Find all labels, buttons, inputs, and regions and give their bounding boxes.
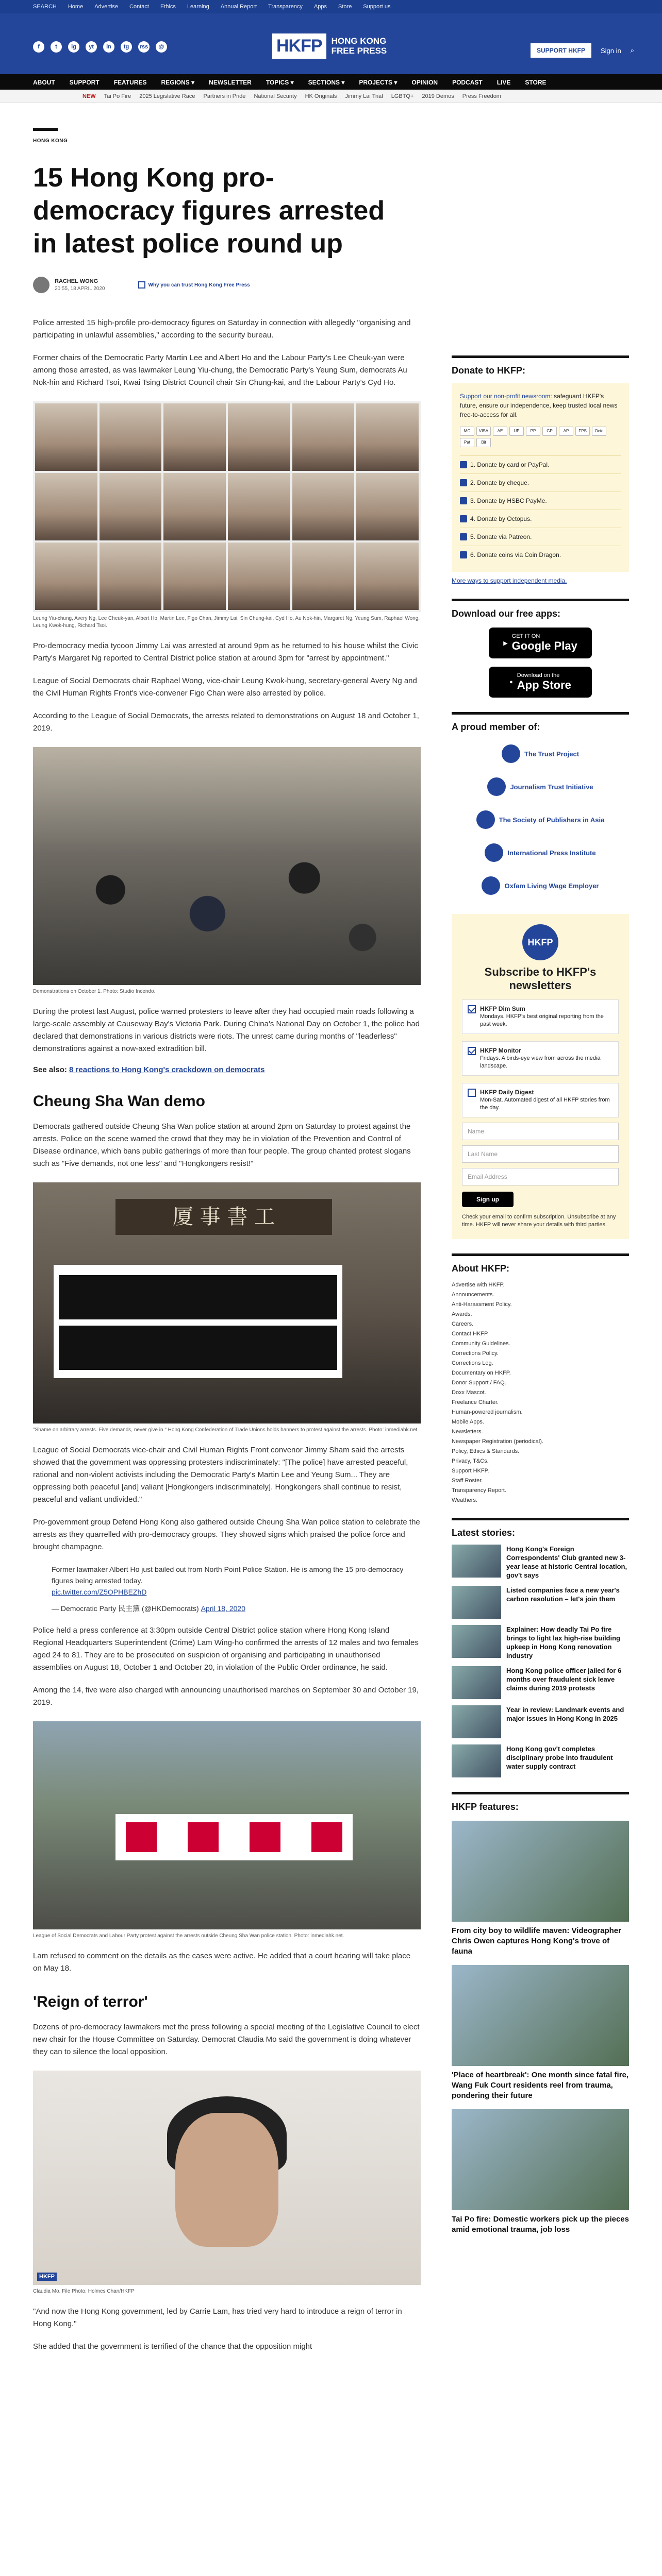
member-logos [452, 742, 629, 897]
donate-icon [460, 551, 467, 558]
about-link[interactable]: Mobile Apps. [452, 1419, 484, 1425]
paragraph: Lam refused to comment on the details as the cases were active. He added that a court hearing will take place on May 18. [33, 1952, 411, 1973]
member-name: Journalism Trust Initiative [510, 783, 593, 791]
payment-icon: Bit [476, 438, 491, 447]
payment-icon: UP [509, 427, 524, 436]
apps-heading: Download our free apps: [452, 599, 629, 619]
social-icon[interactable]: tg [121, 41, 132, 53]
photo-caption: "Shame on arbitrary arrests. Five demands, never give in." Hong Kong Confederation of Trade Unions holds banners to protest against the arrests. Photo: inmediahk.net. [33, 1427, 419, 1433]
payment-icon: FPS [575, 427, 590, 436]
story-thumbnail [452, 1705, 501, 1738]
paragraph: She added that the government is terrified of the chance that the opposition might [33, 2342, 312, 2351]
about-links [452, 1280, 629, 1505]
trending-items [82, 93, 501, 99]
protest-banner [54, 1265, 342, 1378]
about-link[interactable]: Careers. [452, 1321, 474, 1327]
trending-item[interactable]: Press Freedom [462, 93, 501, 99]
face-photo [356, 473, 419, 540]
face-photo [356, 543, 419, 610]
about-link[interactable]: Newspaper Registration (periodical). [452, 1438, 543, 1445]
payment-icon: AE [493, 427, 507, 436]
donate-options [460, 455, 621, 564]
google-small: GET IT ON [511, 633, 540, 639]
member-name: International Press Institute [507, 849, 596, 857]
newsletter-option-desc: Fridays. A birds-eye view from across the media landscape. [480, 1055, 601, 1069]
donate-option[interactable] [460, 492, 621, 510]
member-icon [485, 843, 503, 862]
see-also [33, 1065, 421, 1074]
newsletter-option[interactable] [462, 1083, 619, 1117]
about-link[interactable]: Weathers. [452, 1497, 477, 1503]
donate-option-label: 3. Donate by HSBC PayMe. [470, 497, 547, 504]
face-photo [35, 403, 97, 471]
features-heading: HKFP features: [452, 1792, 629, 1812]
see-also-link[interactable]: 8 reactions to Hong Kong's crackdown on democrats [69, 1065, 265, 1074]
apple-big: App Store [517, 679, 571, 691]
feature-title: 'Place of heartbreak': One month since fatal fire, Wang Fuk Court residents reel from trauma, pondering their future [452, 2071, 629, 2100]
member-name: The Trust Project [524, 750, 580, 758]
top-link[interactable]: Apps [313, 4, 327, 10]
banner-block [126, 1822, 157, 1852]
story-thumbnail [452, 1625, 501, 1658]
nav-item[interactable]: SUPPORT [69, 79, 100, 86]
payment-icon: MC [460, 427, 474, 436]
top-links [33, 4, 391, 10]
member-logo[interactable] [452, 742, 629, 766]
member-logo[interactable] [452, 841, 629, 865]
top-link[interactable]: Annual Report [220, 4, 257, 10]
sidebar [452, 355, 629, 2235]
tweet-date-link[interactable]: April 18, 2020 [201, 1604, 245, 1613]
publish-date: 20:55, 18 APRIL 2020 [55, 286, 105, 292]
member-name: Oxfam Living Wage Employer [504, 882, 599, 890]
photo-caption: Leung Yiu-chung, Avery Ng, Lee Cheuk-yan, Albert Ho, Martin Lee, Figo Chan, Jimmy Lai, Sin Chung-kai, Cyd Ho, Au Nok-hin, Margaret Ng, Yeung Sum, Raphael Wong, Leung Kwok-hung, Richard Tsoi. [33, 616, 420, 629]
trending-item[interactable]: 2019 Demos [422, 93, 454, 99]
donate-link[interactable]: Support our non-profit newsroom: [460, 393, 552, 400]
portrait-face [175, 2113, 278, 2247]
main-nav [0, 74, 662, 90]
article [33, 113, 421, 2353]
brand-bar [0, 13, 662, 74]
nav-item[interactable]: FEATURES [113, 79, 147, 86]
banner-scene [33, 1182, 421, 1423]
protest-banner [115, 1814, 353, 1860]
face-photo [292, 403, 355, 471]
tweet-pic-link[interactable]: pic.twitter.com/Z5OPHBEZhD [52, 1588, 147, 1596]
faces-grid [33, 401, 421, 612]
trending-item[interactable]: Partners in Pride [203, 93, 246, 99]
story-title: Hong Kong gov't completes disciplinary probe into fraudulent water supply contract [506, 1745, 613, 1770]
trust-link[interactable] [138, 281, 250, 289]
about-link[interactable]: Freelance Charter. [452, 1399, 499, 1405]
top-link[interactable]: Learning [187, 4, 209, 10]
last-name-field[interactable]: Last Name [462, 1145, 619, 1163]
story-title: Listed companies face a new year's carbon resolution – let's join them [506, 1586, 620, 1603]
new-badge: NEW [82, 93, 96, 99]
member-icon [487, 777, 506, 796]
feature-story[interactable] [452, 1821, 629, 1957]
nav-item[interactable]: PODCAST [452, 79, 483, 86]
feature-image [452, 2109, 629, 2210]
nav-item[interactable]: LIVE [496, 79, 511, 86]
support-hkfp-button[interactable]: SUPPORT HKFP [531, 43, 591, 58]
donate-icon [460, 497, 467, 504]
payment-icon: AP [559, 427, 573, 436]
social-icon[interactable]: in [103, 41, 114, 53]
newsletter-option-text [480, 1005, 613, 1028]
face-photo [292, 543, 355, 610]
tweet-attribution [52, 1603, 421, 1614]
apple-icon: ● [509, 679, 513, 685]
about-link[interactable]: Community Guidelines. [452, 1341, 510, 1347]
apple-small: Download on the [517, 672, 560, 679]
face-photo [35, 473, 97, 540]
member-logo[interactable] [452, 775, 629, 799]
photo-caption: League of Social Democrats and Labour Party protest against the arrests outside Cheung Sha Wan police station. Photo: inmediahk.net. [33, 1933, 344, 1939]
story-title: Hong Kong's Foreign Correspondents' Club granted new 3-year lease at historic Central location, gov't says [506, 1545, 627, 1579]
photo-banner-protest [33, 1182, 421, 1423]
feature-story[interactable] [452, 1965, 629, 2101]
top-link[interactable]: Transparency [268, 4, 303, 10]
face-photo [100, 543, 162, 610]
newsletter-option[interactable] [462, 1041, 619, 1076]
umbrella-scene [33, 747, 421, 985]
member-heading: A proud member of: [452, 712, 629, 733]
latest-heading: Latest stories: [452, 1518, 629, 1538]
search-icon[interactable]: ⌕ [630, 46, 634, 54]
about-link[interactable]: Advertise with HKFP. [452, 1282, 505, 1288]
payment-icon: GP [542, 427, 557, 436]
about-link[interactable]: Newsletters. [452, 1429, 483, 1435]
trust-label: Why you can trust Hong Kong Free Press [148, 282, 250, 288]
paragraph: Dozens of pro-democracy lawmakers met the press following a special meeting of the Legislative Council to elect new chair for the House Committee on Saturday. Democrat Claudia Mo said the government is doing whatever they can to silence the local opposition. [33, 2023, 420, 2056]
latest-story[interactable] [452, 1545, 629, 1580]
author-info [55, 278, 105, 292]
donate-option[interactable] [460, 473, 621, 492]
nav-item[interactable]: PROJECTS ▾ [359, 79, 398, 86]
about-link[interactable]: Documentary on HKFP. [452, 1370, 511, 1376]
about-link[interactable]: Corrections Log. [452, 1360, 493, 1366]
nav-item[interactable]: REGIONS ▾ [161, 79, 195, 86]
feature-image [452, 1821, 629, 1922]
member-logo[interactable] [452, 874, 629, 897]
payment-icon: VISA [476, 427, 491, 436]
donate-option-label: 6. Donate coins via Coin Dragon. [470, 551, 561, 558]
face-photo [163, 543, 226, 610]
story-thumbnail [452, 1586, 501, 1619]
checkbox[interactable] [468, 1047, 476, 1055]
donate-icon [460, 461, 467, 468]
nav-item[interactable]: OPINION [411, 79, 438, 86]
face-photo [292, 473, 355, 540]
trending-item[interactable]: 2025 Legislative Race [139, 93, 195, 99]
email-field[interactable]: Email Address [462, 1168, 619, 1185]
top-link[interactable]: Advertise [94, 4, 119, 10]
nav-item[interactable]: TOPICS ▾ [266, 79, 294, 86]
paragraph: Pro-government group Defend Hong Kong also gathered outside Cheung Sha Wan police station to celebrate the arrests as they quarrelled with pro-democracy groups. They showed signs which praised the police force and brought champagne. [33, 1518, 420, 1551]
photo-umbrella-demo [33, 747, 421, 985]
top-link[interactable]: Ethics [160, 4, 176, 10]
paragraph: League of Social Democrats chair Raphael Wong, vice-chair Leung Kwok-hung, secretary-general Avery Ng and the Civil Human Rights Front's vice-convener Figo Chan were also arrested by police. [33, 676, 417, 698]
hkfp-watermark: HKFP [37, 2273, 57, 2281]
about-link[interactable]: Policy, Ethics & Standards. [452, 1448, 520, 1454]
newsletter-option-text [480, 1089, 613, 1112]
face-photo [100, 473, 162, 540]
banner-row [59, 1326, 337, 1370]
donate-text: safeguard HKFP's future, ensure our independence, keep trusted local news free-to-access for all. [460, 393, 618, 418]
social-icon[interactable]: @ [156, 41, 167, 53]
banner-row [59, 1275, 337, 1319]
story-thumbnail [452, 1666, 501, 1699]
paragraph: Police held a press conference at 3:30pm outside Central District police station where Hong Kong Island Regional Headquarters Superintendent (Crime) Lam Wing-ho confirmed the arrests of 12 males and two females aged 24 to 81. They are to be prosecuted on suspicion of organising and participating in unauthorised assemblies on August 18, October 1 and October 20, in violation of the Public Order ordinance, he said. [33, 1626, 419, 1672]
social-icons [33, 41, 167, 53]
sign-in-link[interactable]: Sign in [600, 46, 621, 55]
google-play-icon: ▶ [503, 640, 508, 647]
sign-up-button[interactable]: Sign up [462, 1192, 514, 1207]
latest-story[interactable] [452, 1705, 629, 1738]
nav-items [33, 79, 547, 86]
feature-title: Tai Po fire: Domestic workers pick up the pieces amid emotional trauma, job loss [452, 2215, 629, 2234]
face-photo [163, 403, 226, 471]
member-logo[interactable] [452, 808, 629, 832]
newsletter-option-desc: Mondays. HKFP's best original reporting from the past week. [480, 1013, 604, 1027]
latest-story[interactable] [452, 1666, 629, 1699]
about-link[interactable]: Corrections Policy. [452, 1350, 499, 1357]
donate-option-label: 4. Donate by Octopus. [470, 515, 532, 522]
story-thumbnail [452, 1545, 501, 1578]
paragraph: According to the League of Social Democrats, the arrests related to demonstrations on August 18 and October 1, 2019. [33, 711, 419, 733]
photo-claudia-mo [33, 2071, 421, 2285]
paragraph: "And now the Hong Kong government, led by Carrie Lam, has tried very hard to introduce a reign of terror in Hong Kong." [33, 2307, 402, 2328]
face-photo [356, 403, 419, 471]
member-icon [476, 810, 495, 829]
tweet-text: Former lawmaker Albert Ho just bailed out from North Point Police Station. He is among the 15 pro-democracy figures being arrested today. [52, 1565, 404, 1585]
face-photo [228, 403, 290, 471]
paragraph: Among the 14, five were also charged with announcing unauthorised marches on September 30 and October 19, 2019. [33, 1686, 419, 1707]
embedded-tweet [33, 1564, 421, 1614]
donate-option-label: 5. Donate via Patreon. [470, 533, 532, 540]
newsletter-option-name: HKFP Dim Sum [480, 1005, 525, 1012]
about-link[interactable]: Donor Support / FAQ. [452, 1380, 506, 1386]
photo-caption: Demonstrations on October 1. Photo: Studio Incendo. [33, 989, 156, 994]
subheading: 'Reign of terror' [33, 1993, 148, 2010]
paragraph: Police arrested 15 high-profile pro-democracy figures on Saturday in connection with allegedly "organising and participating in unlawful assemblies," according to the security bureau. [33, 318, 411, 340]
trust-icon [138, 281, 145, 289]
newsletter-note: Check your email to confirm subscription. Unsubscribe at any time. HKFP will never share your details with third parties. [462, 1214, 616, 1228]
about-heading: About HKFP: [452, 1253, 629, 1274]
story-title: Explainer: How deadly Tai Po fire brings to light lax high-rise building upkeep in Hong Kong renovation industry [506, 1625, 620, 1659]
top-link[interactable]: Support us [363, 4, 391, 10]
paragraph: Democrats gathered outside Cheung Sha Wan police station at around 2pm on Saturday to protest against the arrests. Police on the scene warned the crowd that they may be in violation of the Prevention and Control of Disease ordinance, which bans public gatherings of more than four people. The group chanted protest slogans such as "Five demands, not one less" and "Hongkongers resist!" [33, 1122, 411, 1168]
banner-block [188, 1822, 219, 1852]
trending-item[interactable]: National Security [254, 93, 297, 99]
more-ways-link[interactable]: More ways to support independent media. [452, 577, 567, 584]
feature-image [452, 1965, 629, 2066]
trending-item[interactable]: HK Originals [305, 93, 337, 99]
section-rule [33, 128, 58, 131]
photo-lsd-protest [33, 1721, 421, 1929]
newsletter-option-name: HKFP Monitor [480, 1047, 521, 1054]
author-name[interactable]: RACHEL WONG [55, 278, 98, 284]
donate-box [452, 383, 629, 572]
nav-item[interactable]: STORE [525, 79, 547, 86]
trending-bar [0, 90, 662, 103]
google-play-badge[interactable] [489, 628, 592, 658]
donate-option-label: 2. Donate by cheque. [470, 479, 529, 486]
donate-icon [460, 515, 467, 522]
logo-line2: FREE PRESS [331, 46, 387, 56]
byline [33, 277, 421, 293]
nav-item[interactable]: SECTIONS ▾ [308, 79, 345, 86]
checkbox[interactable] [468, 1089, 476, 1097]
latest-story[interactable] [452, 1744, 629, 1777]
newsletter-logo: HKFP [522, 924, 558, 960]
face-photo [228, 473, 290, 540]
logo-mark: HKFP [272, 33, 326, 59]
app-store-text [517, 672, 571, 692]
newsletter-title: Subscribe to HKFP's newsletters [484, 965, 597, 992]
protest-scene [33, 1721, 421, 1929]
nav-item[interactable]: ABOUT [33, 79, 55, 86]
photo-arrested-figures [33, 401, 421, 612]
story-thumbnail [452, 1744, 501, 1777]
donate-icon [460, 479, 467, 486]
donate-icon [460, 533, 467, 540]
donate-option-label: 1. Donate by card or PayPal. [470, 461, 550, 468]
subheading: Cheung Sha Wan demo [33, 1093, 205, 1110]
app-store-badge[interactable] [489, 667, 592, 698]
about-link[interactable]: Support HKFP. [452, 1468, 489, 1474]
top-link[interactable]: Contact [129, 4, 149, 10]
building-sign: 厦 事 書 工 [115, 1199, 332, 1235]
about-link[interactable]: Awards. [452, 1311, 472, 1317]
face-photo [35, 543, 97, 610]
newsletter-option-desc: Mon-Sat. Automated digest of all HKFP stories from the day. [480, 1097, 610, 1111]
latest-story[interactable] [452, 1586, 629, 1619]
newsletter-option-name: HKFP Daily Digest [480, 1089, 534, 1096]
tweet-author: — Democratic Party 民主黨 (@HKDemocrats) [52, 1604, 199, 1613]
paragraph: League of Social Democrats vice-chair and Civil Human Rights Front convenor Jimmy Sham said the arrests showed that the government was oppressing protesters indiscriminately: "[The police] have arrested peaceful, rational and non-violent activists including the Democratic Party's Martin Lee and Yeung Sum... They are oppressing both peaceful [and] valiant [Hongkongers indiscriminately]. Hongkongers shall continue to resist, peaceful and valiant undivided." [33, 1446, 408, 1504]
feature-story[interactable] [452, 2109, 629, 2235]
face-photo [163, 473, 226, 540]
about-link[interactable]: Staff Roster. [452, 1478, 483, 1484]
story-title: Year in review: Landmark events and major issues in Hong Kong in 2025 [506, 1706, 624, 1722]
newsletter-box [452, 914, 629, 1239]
face-photo [228, 543, 290, 610]
social-icon[interactable]: rss [138, 41, 150, 53]
top-link[interactable]: Store [338, 4, 352, 10]
top-link[interactable]: Home [68, 4, 84, 10]
social-icon[interactable]: ig [68, 41, 79, 53]
donate-option[interactable] [460, 510, 621, 528]
see-also-label: See also: [33, 1065, 67, 1074]
paragraph: Pro-democracy media tycoon Jimmy Lai was arrested at around 9pm as he returned to his house whilst the Civic Party's Margaret Ng reported to Central District police station at around 3pm for "arrest by appointment." [33, 641, 419, 663]
donate-option[interactable] [460, 528, 621, 546]
face-photo [100, 403, 162, 471]
about-link[interactable]: Announcements. [452, 1292, 494, 1298]
site-logo[interactable] [272, 30, 390, 62]
section-label[interactable]: HONG KONG [33, 138, 68, 144]
donate-option[interactable] [460, 546, 621, 564]
payment-icon: Octo [592, 427, 606, 436]
about-link[interactable]: Anti-Harassment Policy. [452, 1301, 512, 1308]
newsletter-option[interactable] [462, 999, 619, 1034]
google-play-text [512, 633, 577, 653]
feature-stories [452, 1821, 629, 2235]
paragraph: During the protest last August, police warned protesters to leave after they had occupied main roads following a large-scale assembly at Causeway Bay's Victoria Park. During China's National Day on October 1, the police had declared that demonstrations in various districts were riots. The unrest came during months of "leaderless" demonstrations against a now-axed extradition bill. [33, 1007, 420, 1053]
article-title: 15 Hong Kong pro-democracy figures arrested in latest police round up [33, 163, 385, 259]
portrait-scene [33, 2071, 421, 2285]
nav-item[interactable]: NEWSLETTER [209, 79, 252, 86]
social-icon[interactable]: f [33, 41, 44, 53]
logo-line1: HONG KONG [331, 36, 387, 46]
top-search-link[interactable]: SEARCH [33, 4, 57, 10]
social-icon[interactable]: yt [86, 41, 97, 53]
member-name: The Society of Publishers in Asia [499, 816, 605, 824]
trending-item[interactable]: Jimmy Lai Trial [345, 93, 383, 99]
story-title: Hong Kong police officer jailed for 6 months over fraudulent sick leave claims during 2019 protests [506, 1667, 622, 1692]
checkbox[interactable] [468, 1005, 476, 1013]
payment-icon: PP [526, 427, 540, 436]
trending-item[interactable]: LGBTQ+ [391, 93, 414, 99]
google-big: Google Play [511, 639, 577, 652]
name-field[interactable]: Name [462, 1123, 619, 1140]
donate-option[interactable] [460, 455, 621, 473]
about-link[interactable]: Doxx Mascot. [452, 1389, 486, 1396]
author-avatar [33, 277, 49, 293]
logo-text [332, 36, 387, 56]
latest-stories [452, 1545, 629, 1777]
feature-title: From city boy to wildlife maven: Videographer Chris Owen captures Hong Kong's trove of fauna [452, 1926, 621, 1956]
banner-block [311, 1822, 342, 1852]
social-icon[interactable]: t [51, 41, 62, 53]
donate-heading: Donate to HKFP: [452, 355, 629, 376]
about-link[interactable]: Contact HKFP. [452, 1331, 489, 1337]
banner-block [250, 1822, 280, 1852]
paragraph: Former chairs of the Democratic Party Martin Lee and Albert Ho and the Labour Party's Lee Cheuk-yan were among those arrested, as was lawmaker Leung Yiu-chung, the Democratic Party's Yeung Sum, democrats Au Nok-hin and Richard Tsoi, Kwai Tsing District Council chair Sin Chung-kai, and the Labour Party's Cyd Ho. [33, 353, 407, 387]
payment-icon: Pat [460, 438, 474, 447]
newsletter-option-text [480, 1047, 613, 1070]
payment-cards [460, 427, 621, 447]
photo-caption: Claudia Mo. File Photo: Holmes Chan/HKFP [33, 2289, 135, 2294]
about-link[interactable]: Privacy, T&Cs. [452, 1458, 489, 1464]
member-icon [502, 744, 520, 763]
header-actions [531, 43, 634, 58]
about-link[interactable]: Transparency Report. [452, 1487, 506, 1494]
about-link[interactable]: Human-powered journalism. [452, 1409, 523, 1415]
trending-item[interactable]: Tai Po Fire [104, 93, 131, 99]
top-utility-bar [0, 0, 662, 13]
latest-story[interactable] [452, 1625, 629, 1660]
member-icon [482, 876, 500, 895]
newsletter-options [462, 999, 619, 1117]
